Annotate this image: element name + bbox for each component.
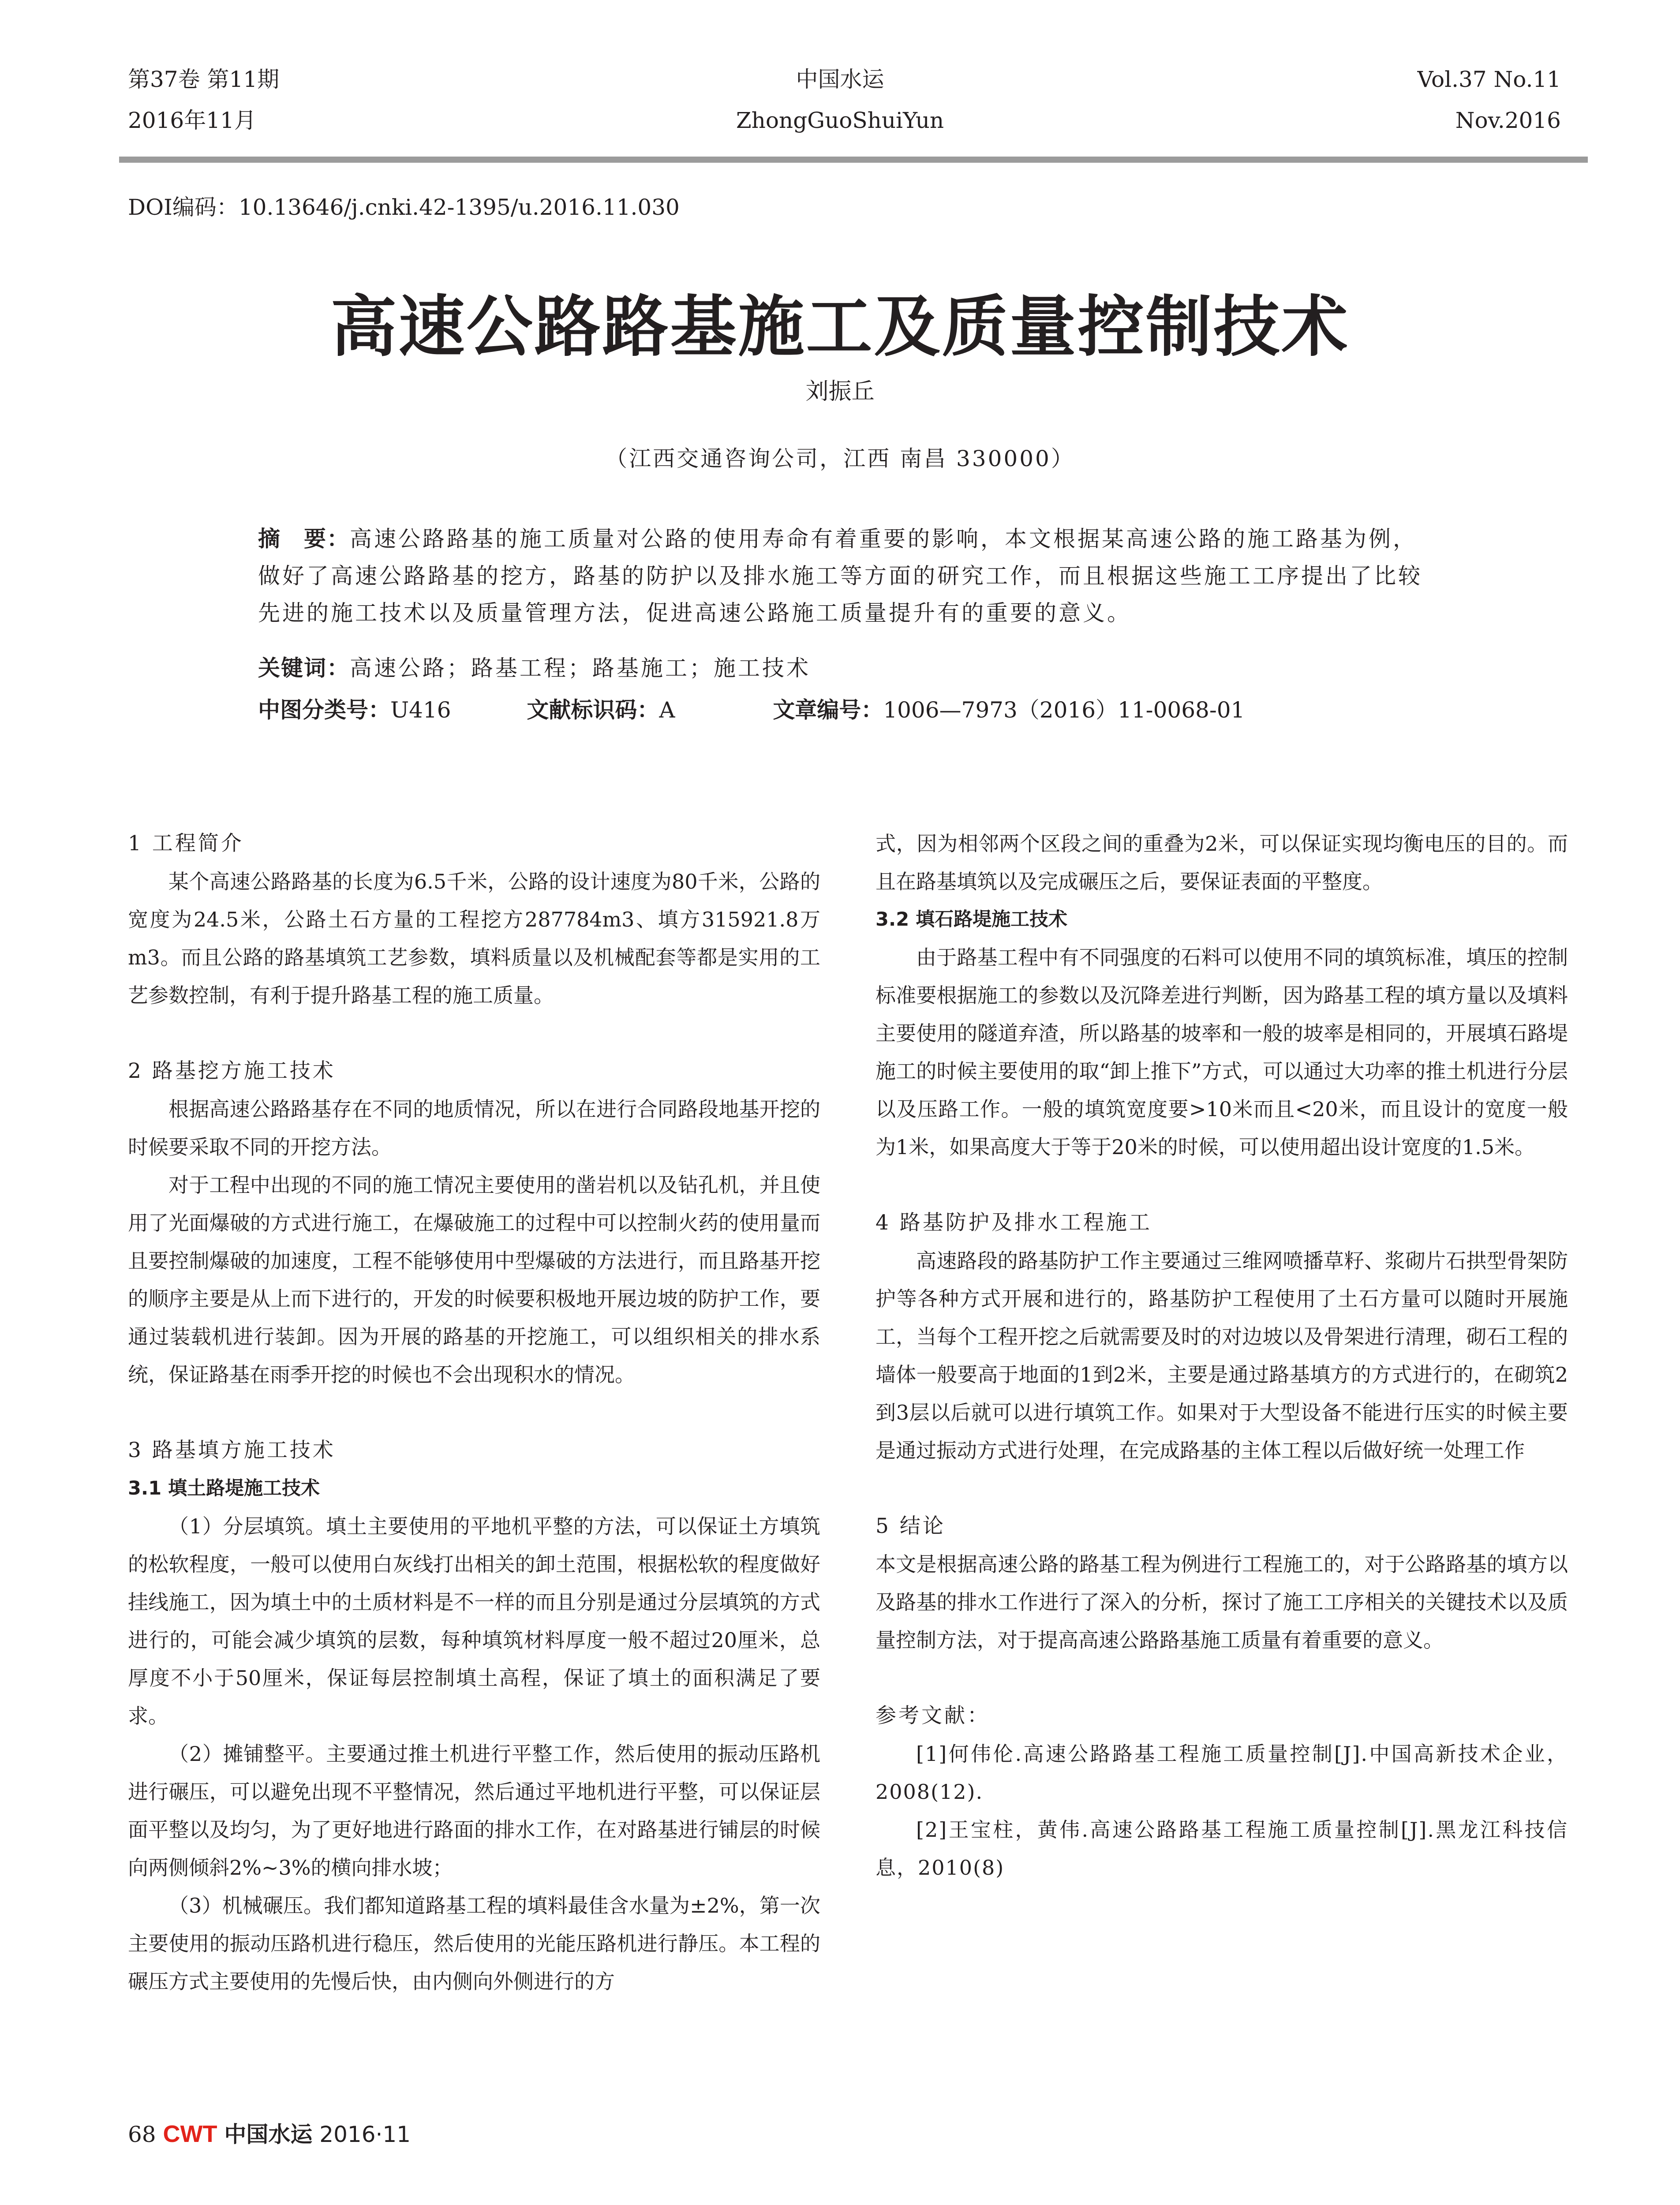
classification	[258, 692, 1245, 724]
header-date: 2016年11月	[128, 108, 256, 133]
doi: DOI编码：10.13646/j.cnki.42-1395/u.2016.11.030	[128, 194, 680, 220]
footer-date: 2016·11	[319, 2122, 411, 2147]
section-5-heading: 5 结论	[876, 1514, 946, 1538]
article-no-label: 文章编号：	[773, 697, 883, 723]
section-1-heading: 1 工程简介	[128, 831, 244, 856]
article-no-value: 1006—7973（2016）11-0068-01	[883, 697, 1245, 723]
section-2-heading: 2 路基挖方施工技术	[128, 1059, 336, 1083]
header-journal: 中国水运	[796, 67, 884, 92]
abstract-label: 摘 要：	[258, 526, 350, 552]
right-column	[876, 825, 1568, 1887]
page-footer	[128, 2117, 411, 2149]
header-rule	[119, 157, 1588, 163]
affiliation: （江西交通咨询公司，江西 南昌 330000）	[605, 446, 1075, 471]
paragraph: 由于路基工程中有不同强度的石料可以使用不同的填筑标准，填压的控制标准要根据施工的参数以及沉降差进行判断，因为路基工程的填方量以及填料主要使用的隧道弃渣，所以路基的坡率和一般的坡率是相同的，开展填石路堤施工的时候主要使用的取“卸上推下”方式，可以通过大功率的推土机进行分层以及压路工作。一般的填筑宽度要>10米而且<20米，而且设计的宽度一般为1米，如果高度大于等于20米的时候，可以使用超出设计宽度的1.5米。	[876, 946, 1568, 1159]
reference-item: [1]何伟伦.高速公路路基工程施工质量控制[J].中国高新技术企业，2008(12).	[876, 1742, 1568, 1804]
clc-label: 中图分类号：	[258, 697, 390, 723]
references-heading: 参考文献：	[876, 1704, 990, 1728]
cwt-logo: CWT	[163, 2121, 217, 2147]
paragraph: （2）摊铺整平。主要通过推土机进行平整工作，然后使用的振动压路机进行碾压，可以避免出现不平整情况，然后通过平地机进行平整，可以保证层面平整以及均匀，为了更好地进行路面的排水工作，在对路基进行铺层的时候向两侧倾斜2%~3%的横向排水坡；	[128, 1742, 820, 1880]
reference-item: [2]王宝柱，黄伟.高速公路路基工程施工质量控制[J].黑龙江科技信息，2010(8)	[876, 1818, 1568, 1880]
author: 刘振丘	[805, 378, 875, 405]
clc-value: U416	[390, 697, 451, 723]
abstract	[258, 520, 1422, 632]
paragraph: 对于工程中出现的不同的施工情况主要使用的凿岩机以及钻孔机，并且使用了光面爆破的方式进行施工，在爆破施工的过程中可以控制火药的使用量而且要控制爆破的加速度，工程不能够使用中型爆破的方法进行，而且路基开挖的顺序主要是从上而下进行的，开发的时候要积极地开展边坡的防护工作，要通过装载机进行装卸。因为开展的路基的开挖施工，可以组织相关的排水系统，保证路基在雨季开挖的时候也不会出现积水的情况。	[128, 1173, 820, 1387]
header-volume-en: Vol.37 No.11	[1417, 67, 1561, 92]
paragraph: （3）机械碾压。我们都知道路基工程的填料最佳含水量为±2%，第一次主要使用的振动压路机进行稳压，然后使用的光能压路机进行静压。本工程的碾压方式主要使用的先慢后快，由内侧向外侧进行的方	[128, 1894, 820, 1993]
section-4-heading: 4 路基防护及排水工程施工	[876, 1211, 1152, 1235]
keywords	[258, 650, 811, 682]
footer-journal: 中国水运	[224, 2122, 313, 2147]
doc-code-value: A	[659, 697, 675, 723]
abstract-text: 高速公路路基的施工质量对公路的使用寿命有着重要的影响，本文根据某高速公路的施工路基为例，做好了高速公路路基的挖方，路基的防护以及排水施工等方面的研究工作，而且根据这些施工工序提出了比较先进的施工技术以及质量管理方法，促进高速公路施工质量提升有的重要的意义。	[258, 526, 1422, 626]
doc-code-label: 文献标识码：	[527, 697, 659, 723]
keywords-text: 高速公路；路基工程；路基施工；施工技术	[350, 655, 811, 681]
article-title: 高速公路路基施工及质量控制技术	[330, 288, 1350, 366]
header-date-en: Nov.2016	[1455, 108, 1561, 133]
section-3-heading: 3 路基填方施工技术	[128, 1438, 336, 1462]
paragraph: 高速路段的路基防护工作主要通过三维网喷播草籽、浆砌片石拱型骨架防护等各种方式开展和进行的，路基防护工程使用了土石方量可以随时开展施工，当每个工程开挖之后就需要及时的对边坡以及骨架进行清理，砌石工程的墙体一般要高于地面的1到2米，主要是通过路基填方的方式进行的，在砌筑2到3层以后就可以进行填筑工作。如果对于大型设备不能进行压实的时候主要是通过振动方式进行处理，在完成路基的主体工程以后做好统一处理工作	[876, 1249, 1568, 1462]
page-number: 68	[128, 2122, 156, 2147]
paragraph: 式，因为相邻两个区段之间的重叠为2米，可以保证实现均衡电压的目的。而且在路基填筑以及完成碾压之后，要保证表面的平整度。	[876, 832, 1568, 893]
subsection-3-2-heading: 3.2 填石路堤施工技术	[876, 908, 1068, 931]
subsection-3-1-heading: 3.1 填土路堤施工技术	[128, 1477, 320, 1499]
paragraph: 根据高速公路路基存在不同的地质情况，所以在进行合同路段地基开挖的时候要采取不同的开挖方法。	[128, 1097, 820, 1159]
header-journal-pinyin: ZhongGuoShuiYun	[736, 108, 944, 133]
header-volume: 第37卷 第11期	[128, 67, 280, 92]
paragraph: 某个高速公路路基的长度为6.5千米，公路的设计速度为80千米，公路的宽度为24.5米，公路土石方量的工程挖方287784m3、填方315921.8万m3。而且公路的路基填筑工艺参数，填料质量以及机械配套等都是实用的工艺参数控制，有利于提升路基工程的施工质量。	[128, 870, 820, 1007]
keywords-label: 关键词：	[258, 655, 350, 681]
paragraph: 本文是根据高速公路的路基工程为例进行工程施工的，对于公路路基的填方以及路基的排水工作进行了深入的分析，探讨了施工工序相关的关键技术以及质量控制方法，对于提高高速公路路基施工质量有着重要的意义。	[876, 1552, 1568, 1652]
left-column	[128, 825, 820, 2000]
paragraph: （1）分层填筑。填土主要使用的平地机平整的方法，可以保证土方填筑的松软程度，一般可以使用白灰线打出相关的卸土范围，根据松软的程度做好挂线施工，因为填土中的土质材料是不一样的而且分别是通过分层填筑的方式进行的，可能会减少填筑的层数，每种填筑材料厚度一般不超过20厘米，总厚度不小于50厘米，保证每层控制填土高程，保证了填土的面积满足了要求。	[128, 1514, 820, 1728]
